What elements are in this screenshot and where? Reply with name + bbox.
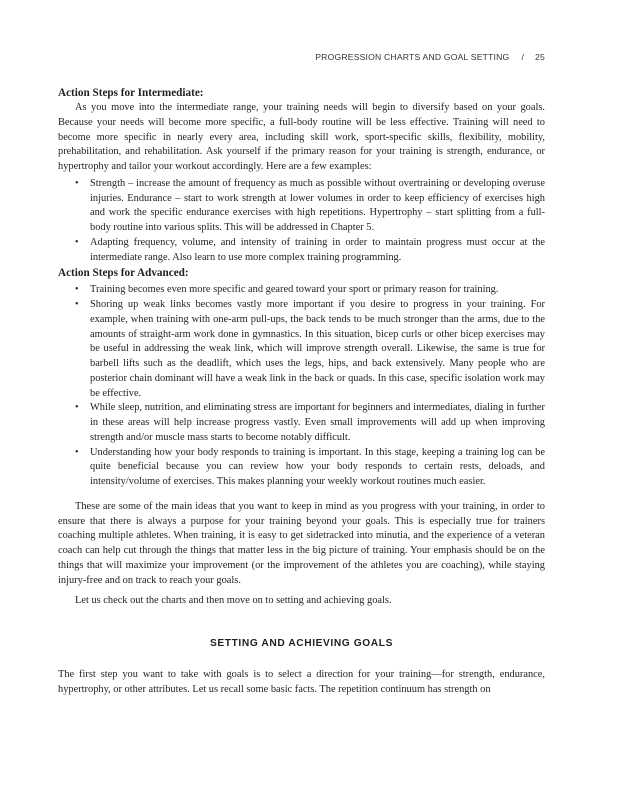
summary-paragraph: These are some of the main ideas that you want to keep in mind as you progress with your training, in order to ensure that there is always a purpose for your training beyond your goals. This is especially true for trainers coaching multiple athletes. When training, it is easy to get sidetracked into minutia, and the experience of a veteran coach can help cut through the things that matter less in the big picture of training. Your emphasis should be on the things that will maximize your improvement (or the improvement of the athletes you are coaching), while staying injury-free and on track to reach your goals. — [58, 500, 545, 586]
page-body — [58, 85, 545, 697]
advanced-heading: Action Steps for Advanced: — [58, 267, 189, 280]
bullet-icon: • — [75, 284, 79, 296]
list-item — [75, 283, 545, 298]
running-title: PROGRESSION CHARTS AND GOAL SETTING — [315, 52, 510, 62]
bullet-icon: • — [75, 446, 79, 458]
bullet-icon: • — [75, 236, 79, 248]
list-item — [75, 236, 545, 266]
bullet-icon: • — [75, 402, 79, 414]
goals-paragraph: The first step you want to take with goals is to select a direction for your training—for strength, endurance, hypertrophy, or other attributes. Let us recall some basic facts. The repetition continuum has strength on — [58, 668, 545, 695]
bullet-icon: • — [75, 299, 79, 310]
list-item — [75, 298, 545, 401]
list-item — [75, 401, 545, 445]
advanced-bullet-list — [58, 283, 545, 490]
intermediate-heading: Action Steps for Intermediate: — [58, 87, 204, 99]
list-item-text: Shoring up weak links becomes vastly more important if you desire to progress in your training. For example, when training with one-arm pull-ups, the back tends to be much stronger than the arms, due to the amounts of straight-arm work done in gymnastics. In this situation, bicep curls or other bicep exercises may be useful in addressing the weak link, which will improve strength overall. Likewise, the same is true for barbell lifts such as the deadlift, which uses the legs, hips, and back extensively. Many people who are posterior chain dominant will have a weak link in the back or quads. In this case, specific isolation work may be effective. — [90, 299, 545, 399]
page-number: 25 — [535, 52, 545, 62]
list-item-text: While sleep, nutrition, and eliminating stress are important for beginners and intermediates, dialing in further in these areas will help increase progress vastly. Even small improvements will add up when improving strength and/or muscle mass starts to become notably difficult. — [90, 402, 545, 443]
running-head — [315, 52, 545, 62]
list-item — [75, 177, 545, 236]
bullet-icon: • — [75, 177, 79, 189]
transition-paragraph: Let us check out the charts and then move on to setting and achieving goals. — [75, 595, 392, 607]
running-head-separator: / — [521, 52, 525, 62]
intermediate-intro-paragraph: As you move into the intermediate range, your training needs will begin to diversify based on your goals. Because your needs will become more specific, a full-body routine will be less effective. Training will need to become more specific in nearly every area, including skill work, sport-specific skills, flexibility, mobility, prehabilitation, and rehabilitation. Ask yourself if the primary reason for your training is strength, endurance, or hypertrophy and tailor your workout accordingly. Here are a few examples: — [58, 102, 545, 172]
section-heading: SETTING AND ACHIEVING GOALS — [210, 638, 393, 649]
list-item-text: Adapting frequency, volume, and intensity of training in order to maintain progress must occur at the intermediate range. Also learn to use more complex training programming. — [90, 236, 545, 263]
intermediate-bullet-list — [58, 177, 545, 266]
list-item-text: Strength – increase the amount of frequency as much as possible without overtraining or developing overuse injuries. Endurance – start to work strength at lower volumes in order to keep efficiency of exercises high and work the specific endurance exercises with high repetitions. Hypertrophy – start splitting from a full-body routine into various splits. This will be addressed in Chapter 5. — [90, 177, 545, 233]
list-item-text: Understanding how your body responds to training is important. In this stage, keeping a training log can be quite beneficial because you can review how your body responds to certain rests, deloads, and intensity/volume of exercises. This makes planning your weekly workout routines much easier. — [90, 446, 545, 487]
list-item — [75, 446, 545, 490]
list-item-text: Training becomes even more specific and geared toward your sport or primary reason for training. — [90, 284, 499, 296]
